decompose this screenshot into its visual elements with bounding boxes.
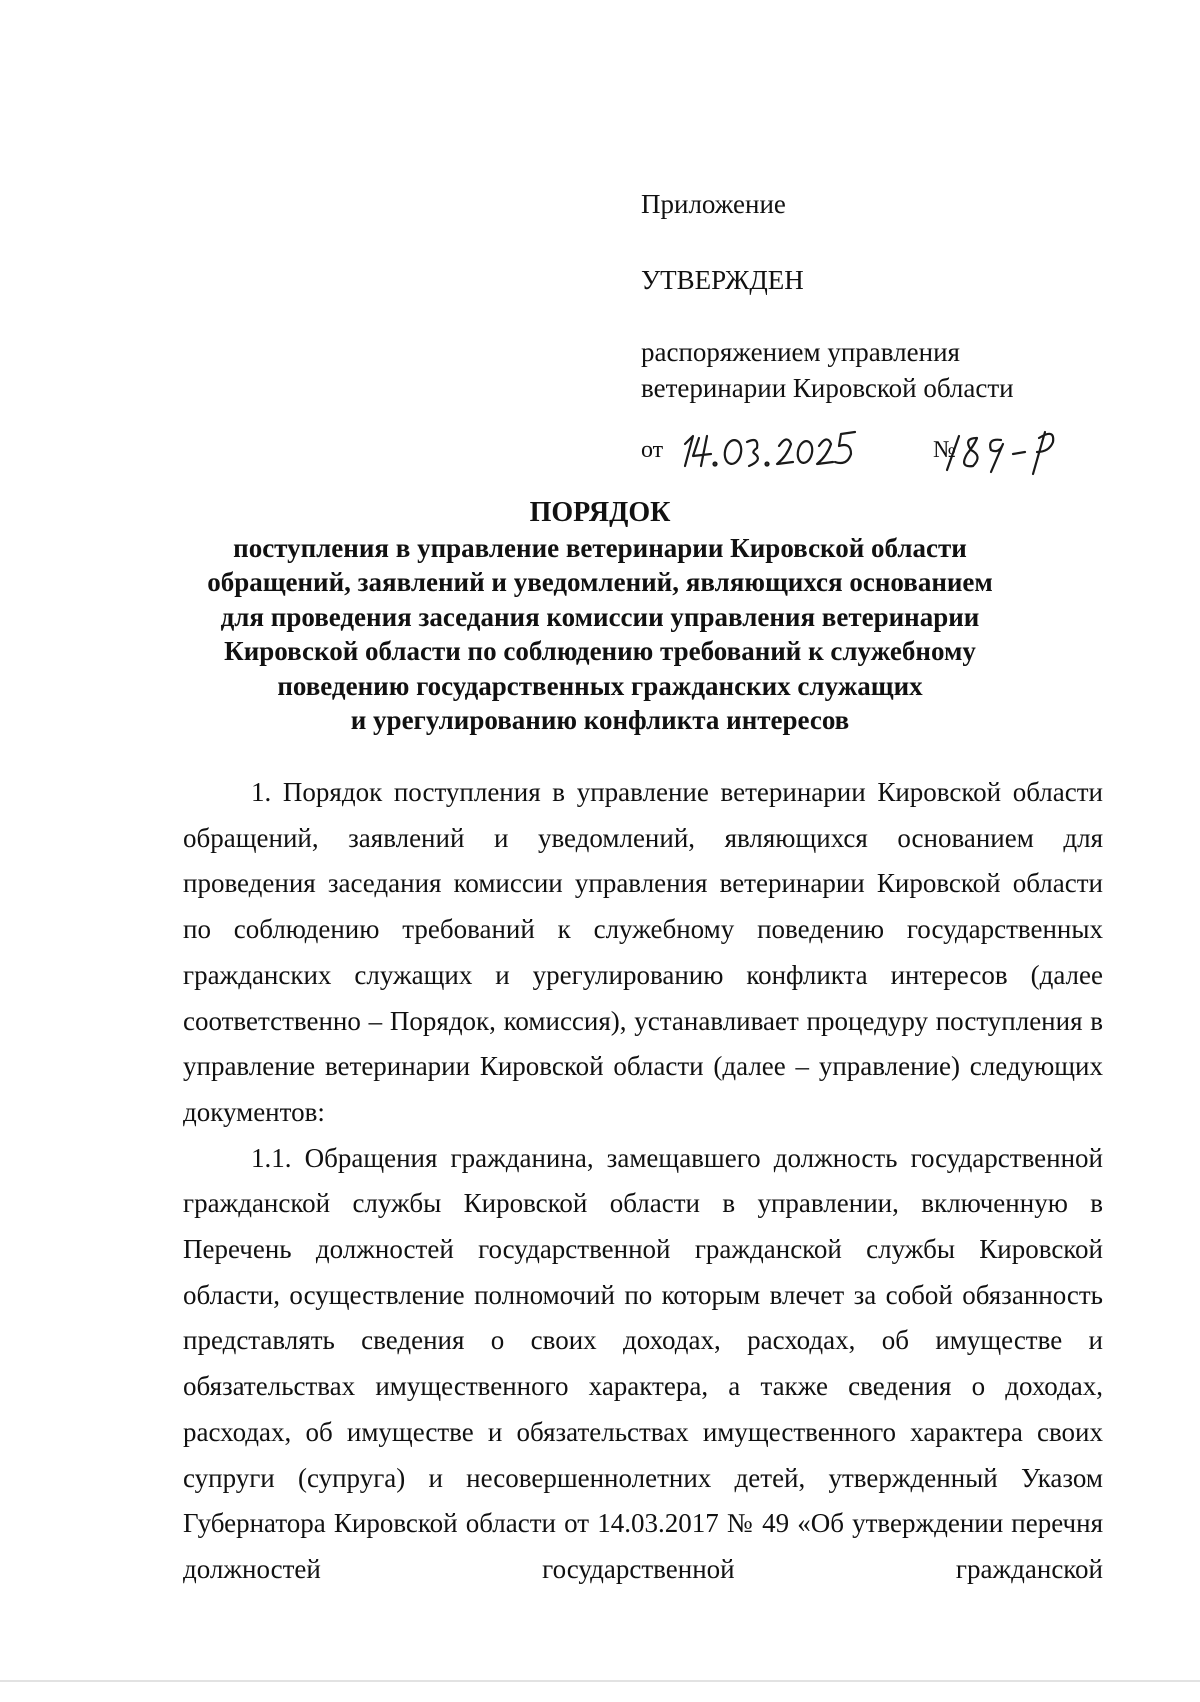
paragraph-1: 1. Порядок поступления в управление ветеринарии Кировской области обращений, заявлений и уведомлений, являющихся основанием для проведения заседания комиссии управления ветеринарии Кировской области по соблюдению требований к служебному поведению государственных гражданских служащих и урегулированию конфликта интересов (далее соответственно – Порядок, комиссия), устанавливает процедуру поступления в управление ветеринарии Кировской области (далее – управление) следующих документов: <box>183 777 1103 1127</box>
approving-authority <box>641 334 1014 406</box>
scan-edge-line <box>0 1680 1200 1682</box>
approving-authority-line-1: распоряжением управления <box>641 337 960 367</box>
document-title <box>170 496 1030 738</box>
approving-authority-line-2: ветеринарии Кировской области <box>641 373 1014 403</box>
order-date-number <box>641 416 1161 476</box>
title-line-6: и урегулированию конфликта интересов <box>350 705 850 735</box>
date-prefix: от <box>641 437 664 463</box>
title-line-4: Кировской области по соблюдению требований к служебному <box>224 636 976 666</box>
paragraph-1-1: 1.1. Обращения гражданина, замещавшего должность государственной гражданской службы Кировской области в управлении, включенную в Перечень должностей государственной гражданской службы Кировской области, осуществление полномочий по которым влечет за собой обязанность представлять сведения о своих доходах, расходах, об имуществе и обязательствах имущественного характера, а также сведения о доходах, расходах, об имуществе и обязательствах имущественного характера своих супруги (супруга) и несовершеннолетних детей, утвержденный Указом Губернатора Кировской области от 14.03.2017 № 49 «Об утверждении перечня должностей государственной гражданской <box>183 1142 1103 1584</box>
document-body <box>183 770 1103 1593</box>
title-line-3: для проведения заседания комиссии управления ветеринарии <box>220 601 980 632</box>
title-line-1: поступления в управление ветеринарии Кировской области <box>233 532 967 563</box>
handwritten-date-number <box>641 416 1161 476</box>
title-line-2: обращений, заявлений и уведомлений, являющихся основанием <box>207 567 993 597</box>
number-prefix: № <box>933 437 956 463</box>
title-line-5: поведению государственных гражданских служащих <box>277 670 923 701</box>
appendix-label: Приложение <box>641 189 786 219</box>
approved-label: УТВЕРЖДЕН <box>641 265 804 295</box>
title-main: ПОРЯДОК <box>529 497 671 528</box>
